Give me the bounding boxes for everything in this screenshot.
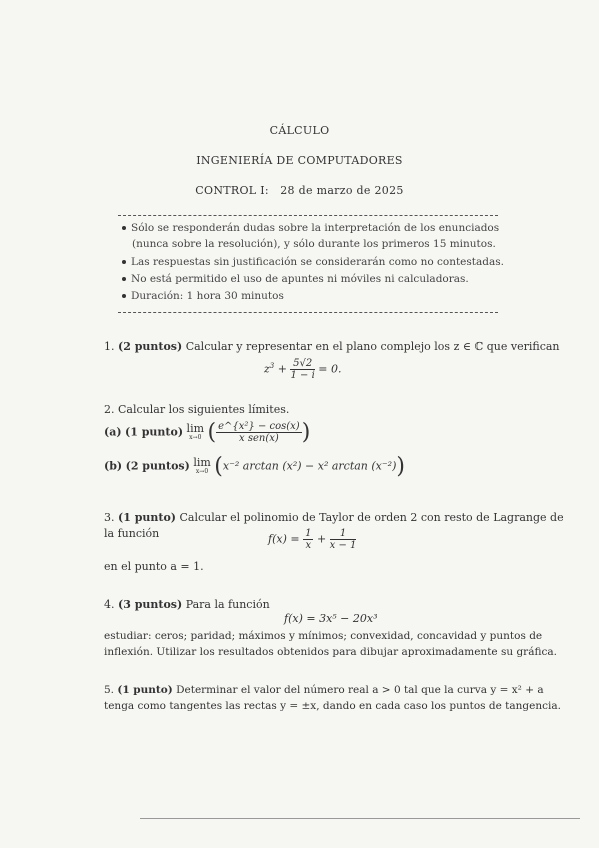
bullet-icon [122,277,126,281]
problem-2a: (a) (1 punto) lim x→0 ( $\frac{\text{e\textasciicircum{}\{x²\} − cos(x)}}{\text{x sen(x)}}$ ) [104,420,311,445]
bullet-icon [122,294,126,298]
exam-heading [0,184,599,197]
problem-2-statement: 2. Calcular los siguientes límites. [104,403,290,416]
problem-5-statement: 5. (1 punto) Determinar el valor del número real a > 0 tal que la curva y = x² + a [104,684,544,696]
instruction-item: Sólo se responderán dudas sobre la interpretación de los enunciados [122,222,499,234]
fraction: $\frac{1}{x - 1}$ [329,528,357,551]
fraction: $\frac{\text{e\textasciicircum{}\{x²\} − cos(x)}}{\text{x sen(x)}}$ [218,421,300,444]
bullet-icon [122,226,126,230]
course-title: CÁLCULO [269,124,330,137]
fraction: $\frac{5√2}{1 - i}$ [290,358,315,381]
problem-4-statement-cont: estudiar: ceros; paridad; máximos y mínimos; convexidad, concavidad y puntos de [104,630,543,642]
limit-operator: lim x→0 [193,455,211,475]
fraction: $\frac{1}{x}$ [305,528,312,551]
problem-1-equation: $z^3$ + $\frac{5√2}{1 - i}$ = 0. [264,358,342,381]
exam-date: 28 de marzo de 2025 [280,184,404,197]
bullet-icon [122,260,126,264]
instructions-bottom-rule [118,312,498,313]
degree-title: INGENIERÍA DE COMPUTADORES [196,154,403,167]
instruction-item: Las respuestas sin justificación se considerarán como no contestadas. [122,256,504,268]
problem-4-equation: f(x) = 3x⁵ − 20x³ [284,612,378,625]
control-label: CONTROL I: [195,184,269,197]
instructions-top-rule [118,215,498,216]
problem-3-statement: 3. (1 punto) Calcular el polinomio de Taylor de orden 2 con resto de Lagrange de [104,511,564,524]
problem-4-statement: 4. (3 puntos) Para la función [104,598,270,611]
instruction-item: Duración: 1 hora 30 minutos [122,290,284,302]
problem-1-statement: 1. (2 puntos) Calcular y representar en el plano complejo los z ∈ ℂ que verifican [104,340,560,353]
problem-3-point: en el punto a = 1. [104,560,204,573]
problem-3-statement-cont: la función [104,527,160,540]
limit-operator: lim x→0 [186,421,205,441]
instruction-item-continued: (nunca sobre la resolución), y sólo durante los primeros 15 minutos. [132,238,496,250]
problem-5-statement-cont: tenga como tangentes las rectas y = ±x, dando en cada caso los puntos de tangencia. [104,700,561,712]
problem-2b: (b) (2 puntos) lim x→0 (x⁻² arctan (x²) − x² arctan (x⁻²)) [104,454,405,479]
problem-3-equation: f(x) = $\frac{1}{x}$ + $\frac{1}{x - 1}$ [268,528,357,551]
instruction-item: No está permitido el uso de apuntes ni móviles ni calculadoras. [122,273,469,285]
problem-4-statement-cont: inflexión. Utilizar los resultados obtenidos para dibujar aproximadamente su gráfica. [104,646,557,658]
page-edge-line [140,818,580,819]
